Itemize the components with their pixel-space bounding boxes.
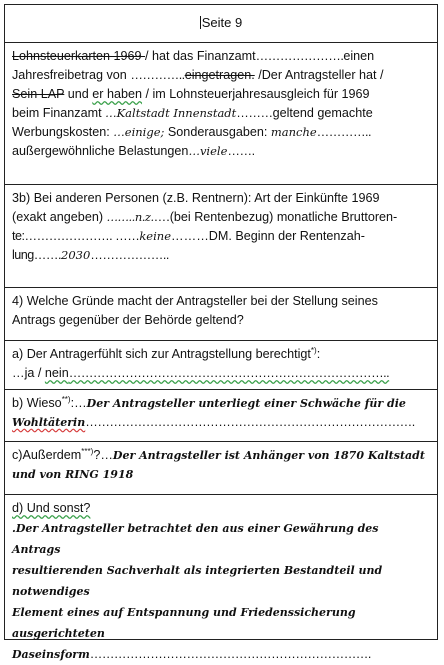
section-3b bbox=[5, 185, 437, 288]
section-b bbox=[5, 390, 437, 442]
section-c-line-2: und von RING 1918 bbox=[12, 468, 134, 481]
section-c bbox=[5, 442, 437, 495]
section-1-line-3: Sein LAP und er haben / im Lohnsteuerjahresausgleich für 1969 bbox=[12, 87, 370, 101]
section-3b-line-1: 3b) Bei anderen Personen (z.B. Rentnern): Art der Einkünfte 1969 bbox=[12, 191, 380, 205]
section-d-line-5: Daseinsform……………………………………………………………. bbox=[12, 647, 371, 661]
section-d-line-4: Element eines auf Entspannung und Friedenssicherung ausgerichteten bbox=[12, 606, 356, 640]
section-4 bbox=[5, 288, 437, 341]
section-3b-line-2: (exakt angeben) ……..n.z.….(bei Rentenbezug) monatliche Bruttoren- bbox=[12, 210, 398, 224]
section-1 bbox=[5, 43, 437, 185]
section-d-line-3: resultierenden Sachverhalt als integrierten Bestandteil und notwendiges bbox=[12, 564, 383, 598]
section-b-line-1: b) Wieso**):…Der Antragsteller unterliegt einer Schwäche für die bbox=[12, 394, 406, 410]
section-a-line-1: a) Der Antragerfühlt sich zur Antragstellung berechtigt*): bbox=[12, 345, 321, 361]
section-1-line-2: Jahresfreibetrag von …………..eingetragen. /Der Antragsteller hat / bbox=[12, 68, 384, 82]
section-1-line-6: außergewöhnliche Belastungen…viele……. bbox=[12, 144, 255, 158]
text-cursor bbox=[200, 16, 201, 29]
section-a bbox=[5, 341, 437, 390]
section-1-line-5: Werbungskosten: …einige; Sonderausgaben: manche………….. bbox=[12, 125, 372, 139]
section-b-line-2: Wohltäterin………………………………………………………………………. bbox=[12, 415, 415, 429]
page-label: Seite 9 bbox=[201, 15, 243, 30]
section-d-line-2: .Der Antragsteller betrachtet den aus einer Gewährung des Antrags bbox=[12, 522, 379, 556]
page-header bbox=[5, 5, 437, 43]
section-4-line-1: 4) Welche Gründe macht der Antragsteller bei der Stellung seines bbox=[12, 294, 378, 308]
section-4-line-2: Antrags gegenüber der Behörde geltend? bbox=[12, 313, 244, 327]
section-d bbox=[5, 495, 437, 661]
section-1-line-4: beim Finanzamt …Kaltstadt Innenstadt………geltend gemachte bbox=[12, 106, 373, 120]
form-page bbox=[4, 4, 438, 661]
section-1-line-1: Lohnsteuerkarten 1969 / hat das Finanzamt………………….einen bbox=[12, 49, 375, 63]
section-d-line-1: d) Und sonst? bbox=[12, 501, 91, 515]
section-a-line-2: …ja / nein…………………………………………………………………….. bbox=[12, 366, 390, 380]
section-3b-line-3: te:…………………. ……keine………DM. Beginn der Rentenzah- bbox=[12, 229, 365, 243]
section-c-line-1: c)Außerdem***)?…Der Antragsteller ist Anhänger von 1870 Kaltstadt bbox=[12, 446, 425, 462]
section-3b-line-4: lung…….2030……………….. bbox=[12, 248, 169, 262]
